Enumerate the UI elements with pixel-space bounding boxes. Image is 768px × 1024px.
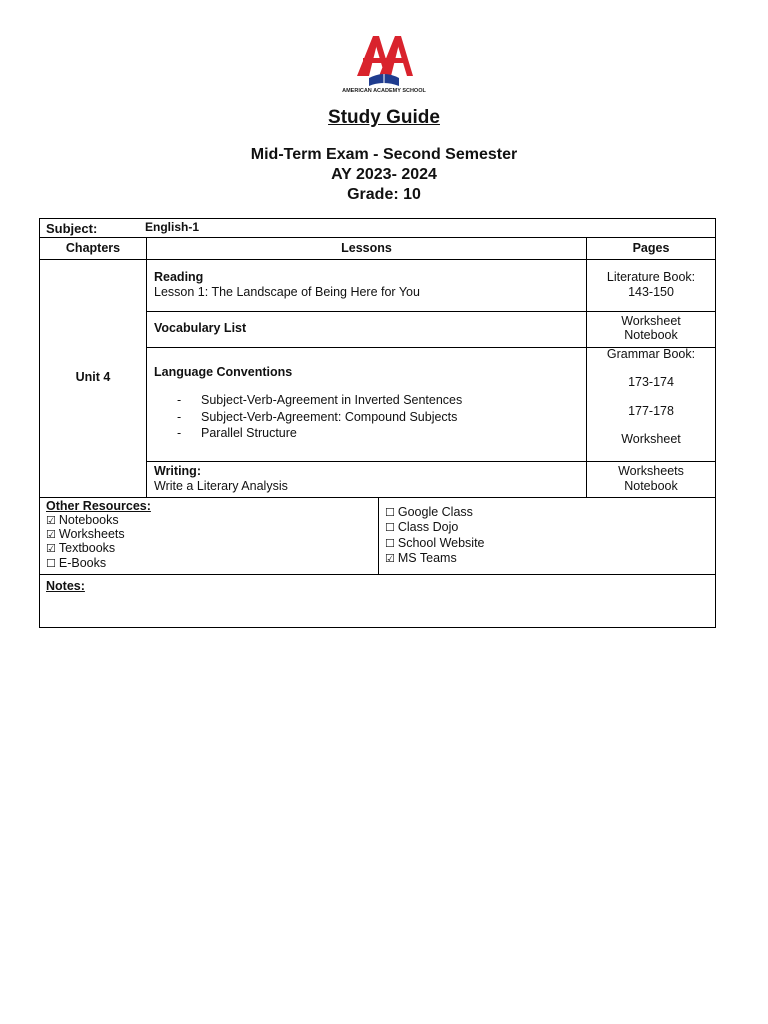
pages-language-1: Grammar Book: xyxy=(606,347,696,361)
academic-year: AY 2023- 2024 xyxy=(331,166,437,183)
unit-label: Unit 4 xyxy=(75,370,111,384)
notes-label: Notes: xyxy=(46,579,85,593)
resource-worksheets: ☑ Worksheets xyxy=(46,527,125,541)
header-chapters: Chapters xyxy=(65,241,121,255)
resource-textbooks: ☑ Textbooks xyxy=(46,541,116,555)
exam-title: Mid-Term Exam - Second Semester xyxy=(250,146,518,163)
bullet-dash: - xyxy=(177,410,182,424)
header-lessons: Lessons xyxy=(341,241,392,255)
resource-school-website: ☐ School Website xyxy=(385,536,485,550)
lesson-detail-reading: Lesson 1: The Landscape of Being Here for You xyxy=(154,285,420,299)
grade: Grade: 10 xyxy=(347,186,421,203)
empty-box-icon: ☐ xyxy=(46,557,56,570)
bullet-item: Subject-Verb-Agreement in Inverted Sentences xyxy=(201,393,463,407)
subject-value: English-1 xyxy=(145,220,200,234)
pages-vocabulary-2: Notebook xyxy=(624,328,678,342)
page-title: Study Guide xyxy=(328,107,440,128)
resource-class-dojo: ☐ Class Dojo xyxy=(385,520,459,534)
lesson-detail-writing: Write a Literary Analysis xyxy=(154,479,288,493)
resource-google-class: ☐ Google Class xyxy=(385,505,473,519)
empty-box-icon: ☐ xyxy=(385,506,395,519)
logo-mark xyxy=(339,28,429,90)
lesson-heading-language: Language Conventions xyxy=(154,365,293,379)
empty-box-icon: ☐ xyxy=(385,521,395,534)
subject-label: Subject: xyxy=(46,221,98,236)
study-guide-table xyxy=(39,218,716,628)
checked-box-icon: ☑ xyxy=(46,514,56,527)
school-logo xyxy=(339,28,429,100)
bullet-dash: - xyxy=(177,393,182,407)
checked-box-icon: ☑ xyxy=(46,528,56,541)
resources-label: Other Resources: xyxy=(46,499,151,513)
lesson-heading-reading: Reading xyxy=(154,270,204,284)
lesson-heading-writing: Writing: xyxy=(154,464,201,478)
pages-writing-1: Worksheets xyxy=(618,464,684,478)
resource-notebooks: ☑ Notebooks xyxy=(46,513,119,527)
bullet-item: Subject-Verb-Agreement: Compound Subjects xyxy=(201,410,458,424)
pages-reading-1: Literature Book: xyxy=(606,270,696,284)
pages-writing-2: Notebook xyxy=(624,479,678,493)
resource-ms-teams: ☑ MS Teams xyxy=(385,551,457,565)
bullet-item: Parallel Structure xyxy=(201,426,297,440)
resource-ebooks: ☐ E-Books xyxy=(46,556,107,570)
empty-box-icon: ☐ xyxy=(385,537,395,550)
pages-language-3: 177-178 xyxy=(628,404,674,418)
checked-box-icon: ☑ xyxy=(46,542,56,555)
bullet-dash: - xyxy=(177,426,182,440)
checked-box-icon: ☑ xyxy=(385,552,395,565)
pages-language-2: 173-174 xyxy=(628,375,674,389)
pages-reading-2: 143-150 xyxy=(628,285,674,299)
pages-vocabulary-1: Worksheet xyxy=(621,314,681,328)
header-pages: Pages xyxy=(632,241,670,255)
logo-text: AMERICAN ACADEMY SCHOOL xyxy=(342,88,426,94)
pages-language-4: Worksheet xyxy=(621,432,681,446)
lesson-heading-vocabulary: Vocabulary List xyxy=(154,321,247,335)
